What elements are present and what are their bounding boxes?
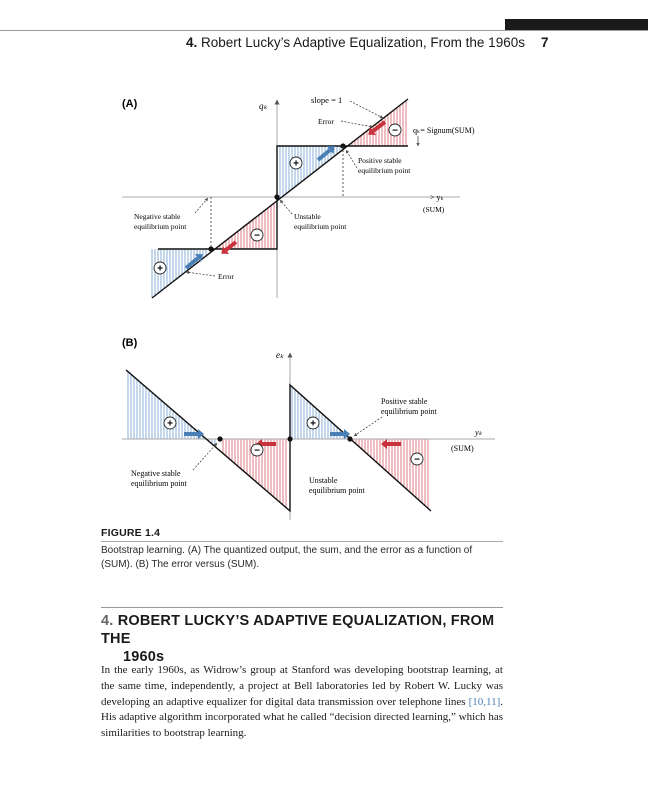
panel-a-minus-top <box>389 124 401 137</box>
section-title-line1: ROBERT LUCKY’S ADAPTIVE EQUALIZATION, FROM THE <box>101 613 495 647</box>
panel-b-label: (B) <box>122 337 138 349</box>
panel-a-unstable-point <box>274 194 279 199</box>
section-number: 4. <box>101 613 114 629</box>
panel-a-sum-label: (SUM) <box>423 205 445 214</box>
svg-text:−: − <box>392 125 398 137</box>
panel-a-unstable-line2: equilibrium point <box>294 222 347 231</box>
panel-a-yk-label: > yₖ <box>430 193 444 202</box>
panel-b-unstable-point <box>287 436 292 441</box>
svg-text:+: + <box>157 263 163 275</box>
panel-a-negative-stable-line1: Negative stable <box>134 212 181 221</box>
svg-text:−: − <box>254 230 260 242</box>
svg-text:+: + <box>310 418 316 430</box>
panel-b <box>122 337 495 520</box>
panel-b-negative-stable-point <box>217 436 222 441</box>
svg-text:−: − <box>254 445 260 457</box>
panel-b-sum-label: (SUM) <box>451 444 474 453</box>
running-head-title: Robert Lucky’s Adaptive Equalization, From the 1960s <box>201 35 525 50</box>
panel-a-negative-stable-line2: equilibrium point <box>134 222 187 231</box>
panel-b-positive-stable-line1: Positive stable <box>381 397 428 406</box>
panel-b-plus-right <box>307 417 319 430</box>
panel-a-positive-stable-line1: Positive stable <box>358 156 402 165</box>
panel-a-plus-bottom <box>154 262 166 275</box>
panel-a-unstable-line1: Unstable <box>294 212 321 221</box>
panel-b-positive-stable-point <box>347 436 352 441</box>
panel-b-minus-right <box>411 453 423 466</box>
panel-b-unstable-line1: Unstable <box>309 476 338 485</box>
body-paragraph <box>101 663 503 742</box>
svg-text:+: + <box>167 418 173 430</box>
panel-a-plus-top <box>290 157 302 170</box>
direction-arrowhead <box>381 439 387 449</box>
panel-a-negative-stable-pointer <box>195 198 208 213</box>
figure-caption-rule <box>101 541 503 542</box>
panel-a-error-pointer-bottom <box>186 272 215 276</box>
panel-b-negative-stable-line2: equilibrium point <box>131 479 187 488</box>
panel-a-unstable-pointer <box>280 200 292 214</box>
panel-a <box>122 95 475 298</box>
panel-b-negative-stable-line1: Negative stable <box>131 469 181 478</box>
panel-a-positive-stable-line2: equilibrium point <box>358 166 411 175</box>
panel-a-slope-pointer <box>350 101 383 118</box>
panel-a-slope-label: slope = 1 <box>311 95 343 105</box>
svg-text:+: + <box>293 158 299 170</box>
body-text-part1: In the early 1960s, as Widrow’s group at Stanford was developing bootstrap learning, at the same time, independently, a project at Bell laboratories led by Robert W. Lucky was developing an adaptive equalizer for digital data transmission over telephone lines <box>101 664 503 708</box>
panel-b-plus-left <box>164 417 176 430</box>
panel-a-minus-bottom <box>251 229 263 242</box>
page-number: 7 <box>541 35 549 50</box>
section-heading <box>101 612 501 666</box>
panel-b-positive-stable-line2: equilibrium point <box>381 407 437 416</box>
running-head-section-number: 4. <box>186 35 198 50</box>
section-title-line2: 1960s <box>123 649 165 665</box>
section-rule <box>101 607 503 608</box>
panel-a-signum-label: qₖ= Signum(SUM) <box>413 126 475 135</box>
panel-a-label: (A) <box>122 98 138 110</box>
body-text-part2: . His adaptive algorithm incorporated what he called “decision directed learning,” which has similarities to bootstrap learning. <box>101 695 503 740</box>
panel-b-positive-stable-pointer <box>354 417 382 436</box>
panel-b-minus-left <box>251 444 263 457</box>
panel-b-yk-label: yₖ <box>475 427 483 437</box>
panel-b-unstable-line2: equilibrium point <box>309 486 365 495</box>
panel-a-positive-stable-pointer <box>346 150 357 168</box>
panel-a-error-label-bottom: Error <box>218 272 234 281</box>
panel-a-error-pointer-top <box>341 121 373 127</box>
panel-a-q-axis-label: qₖ <box>259 101 268 111</box>
panel-a-error-label-top: Error <box>318 117 334 126</box>
svg-text:−: − <box>414 454 420 466</box>
panel-b-negative-stable-pointer <box>193 443 217 470</box>
figure-caption-label: FIGURE 1.4 <box>101 527 161 539</box>
figure-caption-text: Bootstrap learning. (A) The quantized output, the sum, and the error as a function of (SUM). (B) The error versus (SUM). <box>101 545 473 570</box>
panel-b-e-axis-label: eₖ <box>276 350 284 360</box>
citation-link[interactable]: [10,11] <box>468 695 501 708</box>
